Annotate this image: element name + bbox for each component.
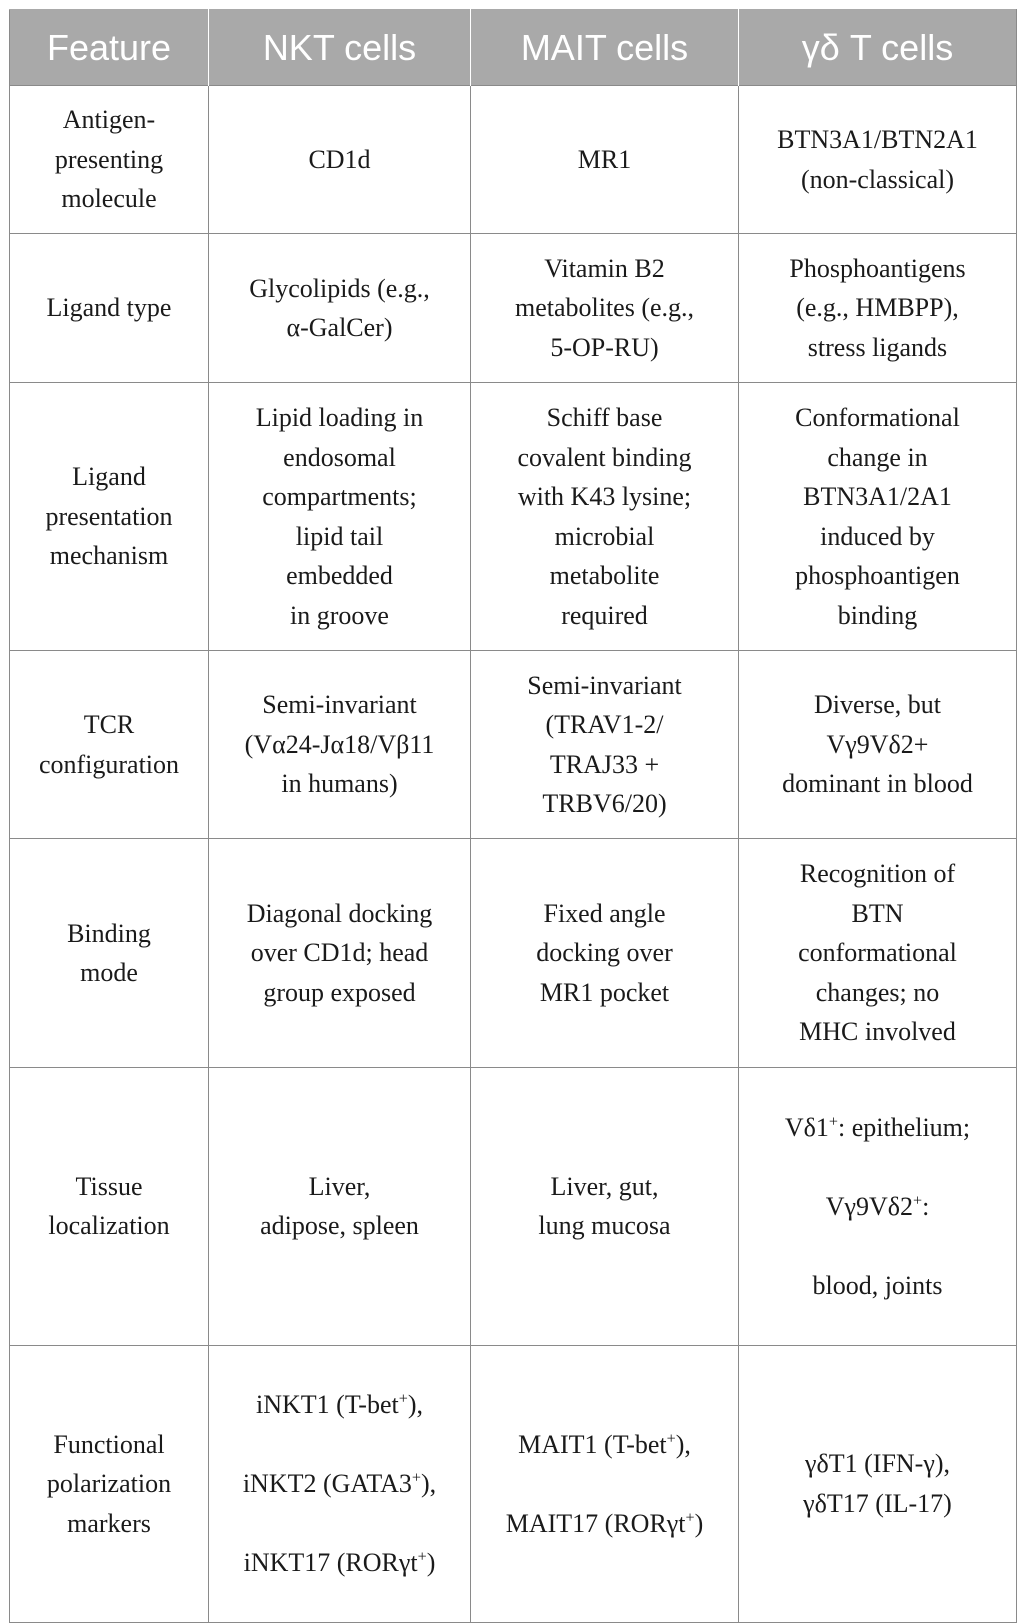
feature-cell: Tissue localization [10, 1068, 209, 1346]
gd-line: blood, joints [812, 1270, 943, 1300]
mait-cell: MR1 [471, 86, 739, 234]
nkt-cell [209, 1345, 471, 1623]
mait-line: MAIT1 (T-bet+), [518, 1429, 691, 1459]
feature-cell: Ligand type [10, 234, 209, 383]
gd-line: Vγ9Vδ2+: [825, 1191, 930, 1221]
table-row [10, 1068, 1017, 1346]
feature-cell: Binding mode [10, 839, 209, 1068]
header-nkt-cells: NKT cells [209, 10, 471, 86]
gd-cell: Recognition of BTN conformational changes; no MHC involved [739, 839, 1017, 1068]
table-row [10, 651, 1017, 839]
comparison-table [9, 9, 1017, 1623]
gd-cell: γδT1 (IFN-γ), γδT17 (IL-17) [739, 1345, 1017, 1623]
table-row [10, 839, 1017, 1068]
gd-cell: Conformational change in BTN3A1/2A1 induced by phosphoantigen binding [739, 383, 1017, 651]
nkt-cell: Liver, adipose, spleen [209, 1068, 471, 1346]
feature-cell: TCR configuration [10, 651, 209, 839]
mait-line: MAIT17 (RORγt+) [505, 1508, 704, 1538]
gd-cell: BTN3A1/BTN2A1 (non-classical) [739, 86, 1017, 234]
table-row [10, 383, 1017, 651]
mait-cell: Fixed angle docking over MR1 pocket [471, 839, 739, 1068]
gd-line: Vδ1+: epithelium; [784, 1112, 971, 1142]
nkt-cell: Glycolipids (e.g., α-GalCer) [209, 234, 471, 383]
nkt-cell: Diagonal docking over CD1d; head group exposed [209, 839, 471, 1068]
feature-cell: Antigen- presenting molecule [10, 86, 209, 234]
feature-cell: Ligand presentation mechanism [10, 383, 209, 651]
nkt-line: iNKT1 (T-bet+), [256, 1390, 423, 1419]
header-gd-t-cells: γδ T cells [739, 10, 1017, 86]
nkt-line: iNKT2 (GATA3+), [242, 1469, 437, 1498]
table-row [10, 1345, 1017, 1623]
table-body [10, 86, 1017, 1623]
mait-cell: Schiff base covalent binding with K43 lysine; microbial metabolite required [471, 383, 739, 651]
nkt-cell: Semi-invariant (Vα24-Jα18/Vβ11 in humans) [209, 651, 471, 839]
header-feature: Feature [10, 10, 209, 86]
table-row [10, 86, 1017, 234]
nkt-cell: CD1d [209, 86, 471, 234]
gd-cell [739, 1068, 1017, 1346]
nkt-cell: Lipid loading in endosomal compartments; lipid tail embedded in groove [209, 383, 471, 651]
header-mait-cells: MAIT cells [471, 10, 739, 86]
feature-cell: Functional polarization markers [10, 1345, 209, 1623]
mait-cell: Liver, gut, lung mucosa [471, 1068, 739, 1346]
mait-cell: Semi-invariant (TRAV1-2/ TRAJ33 + TRBV6/20) [471, 651, 739, 839]
table-header [10, 10, 1017, 86]
mait-cell: Vitamin B2 metabolites (e.g., 5-OP-RU) [471, 234, 739, 383]
gd-cell: Phosphoantigens (e.g., HMBPP), stress ligands [739, 234, 1017, 383]
table-row [10, 234, 1017, 383]
gd-cell: Diverse, but Vγ9Vδ2+ dominant in blood [739, 651, 1017, 839]
mait-cell [471, 1345, 739, 1623]
nkt-line: iNKT17 (RORγt+) [243, 1548, 436, 1577]
